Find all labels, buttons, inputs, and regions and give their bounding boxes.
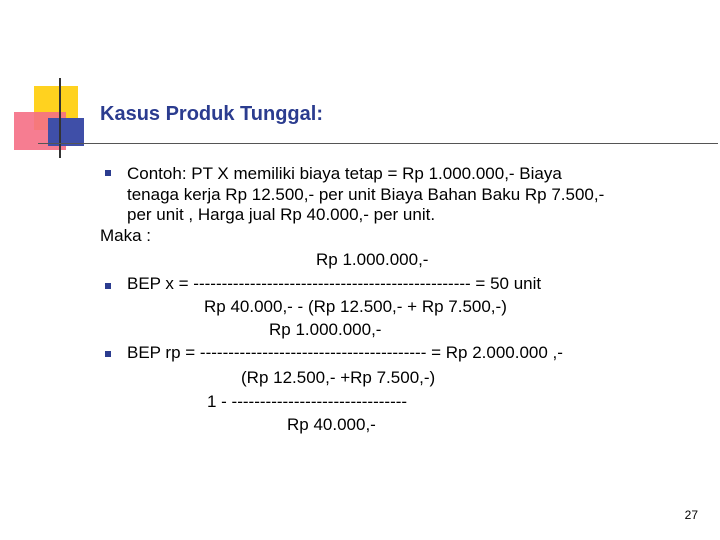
title-underline	[38, 143, 718, 144]
bep-rp-inner-numerator: (Rp 12.500,- +Rp 7.500,-)	[241, 368, 436, 387]
bep-rp-formula: BEP rp = ---------------------------------------- = Rp 2.000.000 ,-	[127, 343, 563, 362]
bep-x-numerator: Rp 1.000.000,-	[316, 250, 429, 269]
bep-rp-numerator: Rp 1.000.000,-	[269, 320, 382, 339]
bullet-icon	[105, 170, 111, 176]
bep-rp-inner-line: 1 - -------------------------------	[207, 392, 408, 411]
slide-title: Kasus Produk Tunggal:	[100, 103, 323, 125]
bullet1-line2: tenaga kerja Rp 12.500,- per unit Biaya Bahan Baku Rp 7.500,-	[127, 185, 605, 204]
bullet1-line3: per unit , Harga jual Rp 40.000,- per unit.	[127, 205, 436, 224]
bep-x-formula: BEP x = ------------------------------------------------- = 50 unit	[127, 274, 542, 293]
decor-blue-square	[48, 118, 84, 146]
bullet-icon	[105, 351, 111, 357]
bullet1-line1: Contoh: PT X memiliki biaya tetap = Rp 1.000.000,- Biaya	[127, 164, 562, 183]
maka-label: Maka :	[100, 226, 152, 245]
bep-rp-inner-denominator: Rp 40.000,-	[287, 415, 376, 434]
bep-x-denominator: Rp 40.000,- - (Rp 12.500,- + Rp 7.500,-)	[204, 297, 507, 316]
page-number: 27	[684, 508, 698, 522]
decor-vertical-line	[59, 78, 61, 158]
bullet-icon	[105, 283, 111, 289]
